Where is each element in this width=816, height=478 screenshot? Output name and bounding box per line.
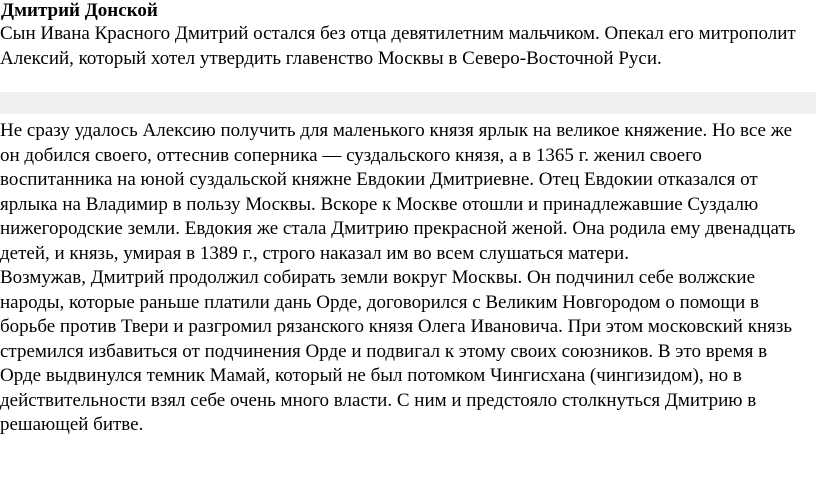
document-title: Дмитрий Донской <box>1 0 158 21</box>
paragraph-1: Сын Ивана Красного Дмитрий остался без отца девятилетним мальчиком. Опекал его митрополит Алексий, который хотел утвердить главенство Москвы в Северо-Восточной Руси. <box>0 23 796 69</box>
paragraph-separator <box>0 92 816 114</box>
paragraph-3: Возмужав, Дмитрий продолжил собирать земли вокруг Москвы. Он подчинил себе волжские народы, которые раньше платили дань Орде, договорился с Великим Новгородом о помощи в борьбе против Твери и разгромил рязанского князя Олега Ивановича. При этом московский князь стремился избавиться от подчинения Орде и подвигал к этому своих союзников. В это время в Орде выдвинулся темник Мамай, который не был потомком Чингисхана (чингизидом), но в действительности взял себе очень много власти. С ним и предстояло столкнуться Дмитрию в решающей битве. <box>0 267 793 435</box>
paragraph-2: Не сразу удалось Алексию получить для маленького князя ярлык на великое княжение. Но все же он добился своего, оттеснив соперника — суздальского князя, а в 1365 г. женил своего воспитанника на юной суздальской княжне Евдокии Дмитриевне. Отец Евдокии отказался от ярлыка на Владимир в пользу Москвы. Вскоре к Москве отошли и принадлежавшие Суздалю нижегородские земли. Евдокия же стала Дмитрию прекрасной женой. Она родила ему двенадцать детей, и князь, умирая в 1389 г., строго наказал им во всем слушаться матери. <box>0 120 796 264</box>
